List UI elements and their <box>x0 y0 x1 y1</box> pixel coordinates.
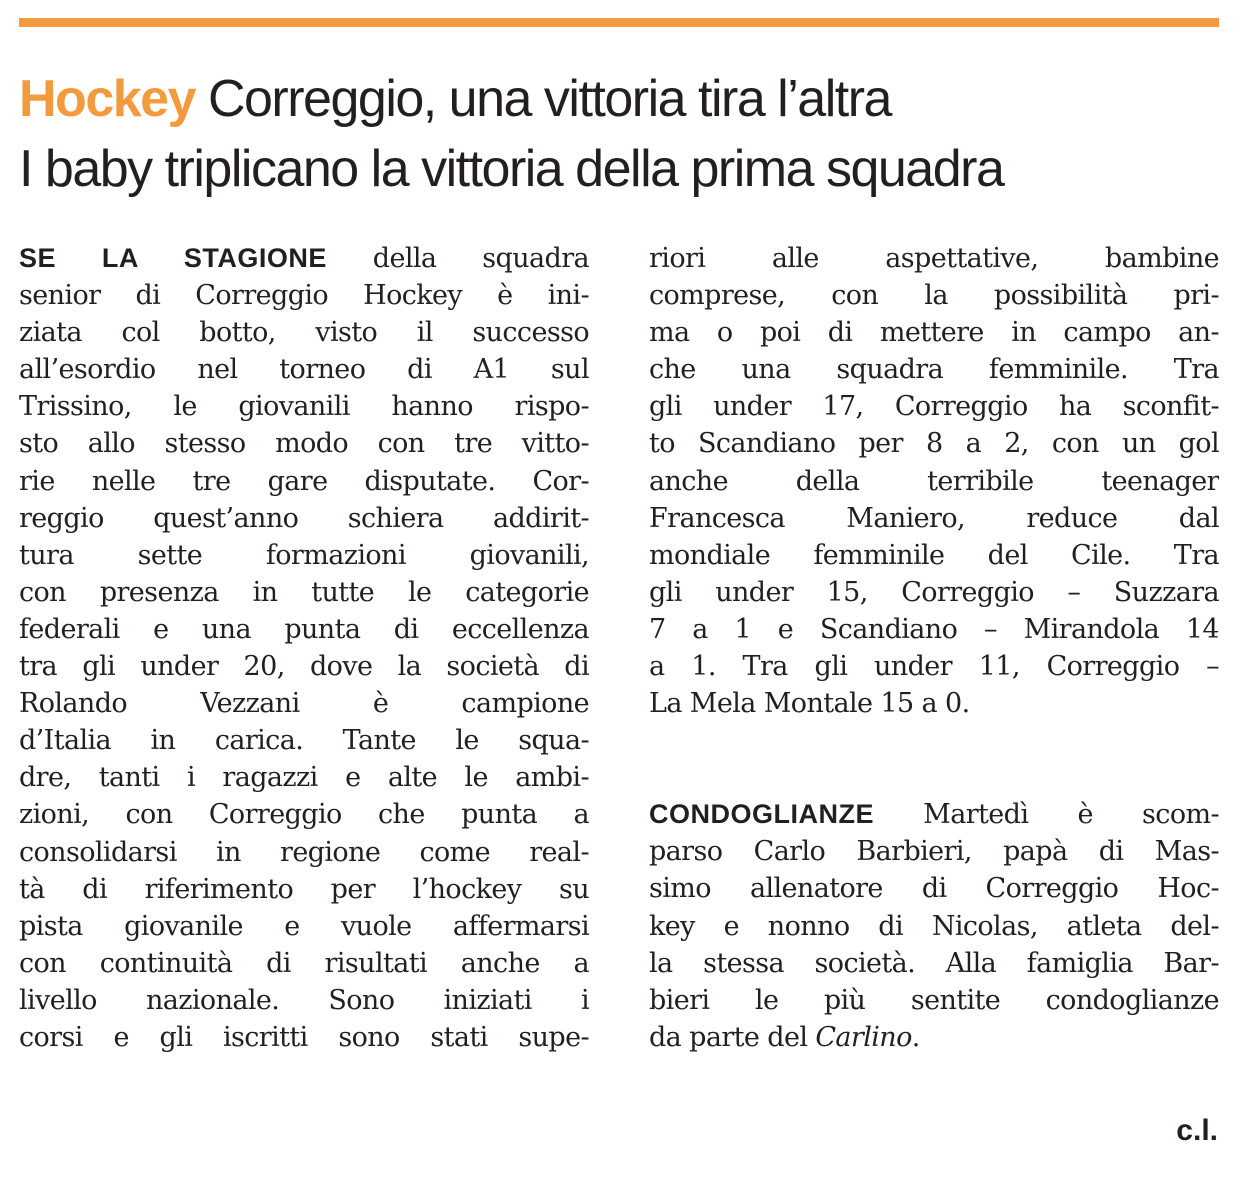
left-column-line: con continuità di risultati anche a <box>19 947 589 979</box>
headline-line-2: I baby triplicano la vittoria della prima squadra <box>19 140 1004 198</box>
right-column-line: mondiale femminile del Cile. Tra <box>649 539 1219 571</box>
left-column-line: federali e una punta di eccellenza <box>19 613 589 645</box>
right-column-line: Francesca Maniero, reduce dal <box>649 502 1219 534</box>
newspaper-name: Carlino <box>815 1021 912 1053</box>
left-column-line: dre, tanti i ragazzi e alte le ambi- <box>19 762 589 794</box>
left-column-line: Trissino, le giovanili hanno rispo- <box>19 391 589 423</box>
right-column-line: simo allenatore di Correggio Hoc- <box>649 873 1219 905</box>
right-column-line: gli under 17, Correggio ha sconfit- <box>649 391 1219 423</box>
headline-line-1 <box>19 64 1229 134</box>
right-column-line: bieri le più sentite condoglianze <box>649 984 1219 1016</box>
right-column-line: la stessa società. Alla famiglia Bar- <box>649 947 1219 979</box>
left-column-line: Rolando Vezzani è campione <box>19 688 589 720</box>
right-column-line: riori alle aspettative, bambine <box>649 243 1219 274</box>
right-column-line: anche della terribile teenager <box>649 465 1219 497</box>
left-column-line: consolidarsi in regione come real- <box>19 836 589 868</box>
right-column-line: comprese, con la possibilità pri- <box>649 280 1219 312</box>
left-column-line: tra gli under 20, dove la società di <box>19 651 589 683</box>
article-column-left <box>19 240 589 1056</box>
left-column-line: livello nazionale. Sono iniziati i <box>19 984 589 1016</box>
paragraph-lead-in: CONDOGLIANZE <box>649 799 874 830</box>
left-column-line: d’Italia in carica. Tante le squa- <box>19 725 589 757</box>
left-column-line: zioni, con Correggio che punta a <box>19 799 589 831</box>
left-column-line: tà di riferimento per l’hockey su <box>19 873 589 905</box>
left-column-line: tura sette formazioni giovanili, <box>19 539 589 571</box>
right-column-line: che una squadra femminile. Tra <box>649 354 1219 386</box>
paragraph-lead-in: SE LA STAGIONE <box>19 243 327 273</box>
right-column-line: CONDOGLIANZE Martedì è scom- <box>649 799 1219 831</box>
left-column-line: SE LA STAGIONE della squadra <box>19 243 589 274</box>
right-column-line: da parte del Carlino. <box>649 1021 920 1053</box>
left-column-line: all’esordio nel torneo di A1 sul <box>19 354 589 386</box>
right-column-line: a 1. Tra gli under 11, Correggio – <box>649 651 1219 683</box>
right-column-line: ma o poi di mettere in campo an- <box>649 317 1219 349</box>
right-column-line: to Scandiano per 8 a 2, con un gol <box>649 428 1219 460</box>
left-column-line: ziata col botto, visto il successo <box>19 317 589 349</box>
headline <box>19 64 1229 204</box>
headline-kicker: Hockey <box>19 70 195 128</box>
right-column-line: key e nonno di Nicolas, atleta del- <box>649 910 1219 942</box>
right-column-line: La Mela Montale 15 a 0. <box>649 688 970 720</box>
left-column-line: rie nelle tre gare disputate. Cor- <box>19 465 589 497</box>
left-column-line: sto allo stesso modo con tre vitto- <box>19 428 589 460</box>
left-column-line: pista giovanile e vuole affermarsi <box>19 910 589 942</box>
article-column-right <box>649 240 1219 1056</box>
right-column-line: 7 a 1 e Scandiano – Mirandola 14 <box>649 613 1219 645</box>
left-column-line: con presenza in tutte le categorie <box>19 576 589 608</box>
right-column-line: gli under 15, Correggio – Suzzara <box>649 576 1219 608</box>
paragraph-gap <box>649 722 1219 796</box>
top-orange-rule <box>19 18 1219 27</box>
left-column-line: reggio quest’anno schiera addirit- <box>19 502 589 534</box>
left-column-line: senior di Correggio Hockey è ini- <box>19 280 589 312</box>
headline-title-1: Correggio, una vittoria tira l’altra <box>207 70 891 128</box>
left-column-line: corsi e gli iscritti sono stati supe- <box>19 1021 589 1053</box>
right-column-line: parso Carlo Barbieri, papà di Mas- <box>649 836 1219 868</box>
author-signature: c.l. <box>1176 1114 1218 1147</box>
